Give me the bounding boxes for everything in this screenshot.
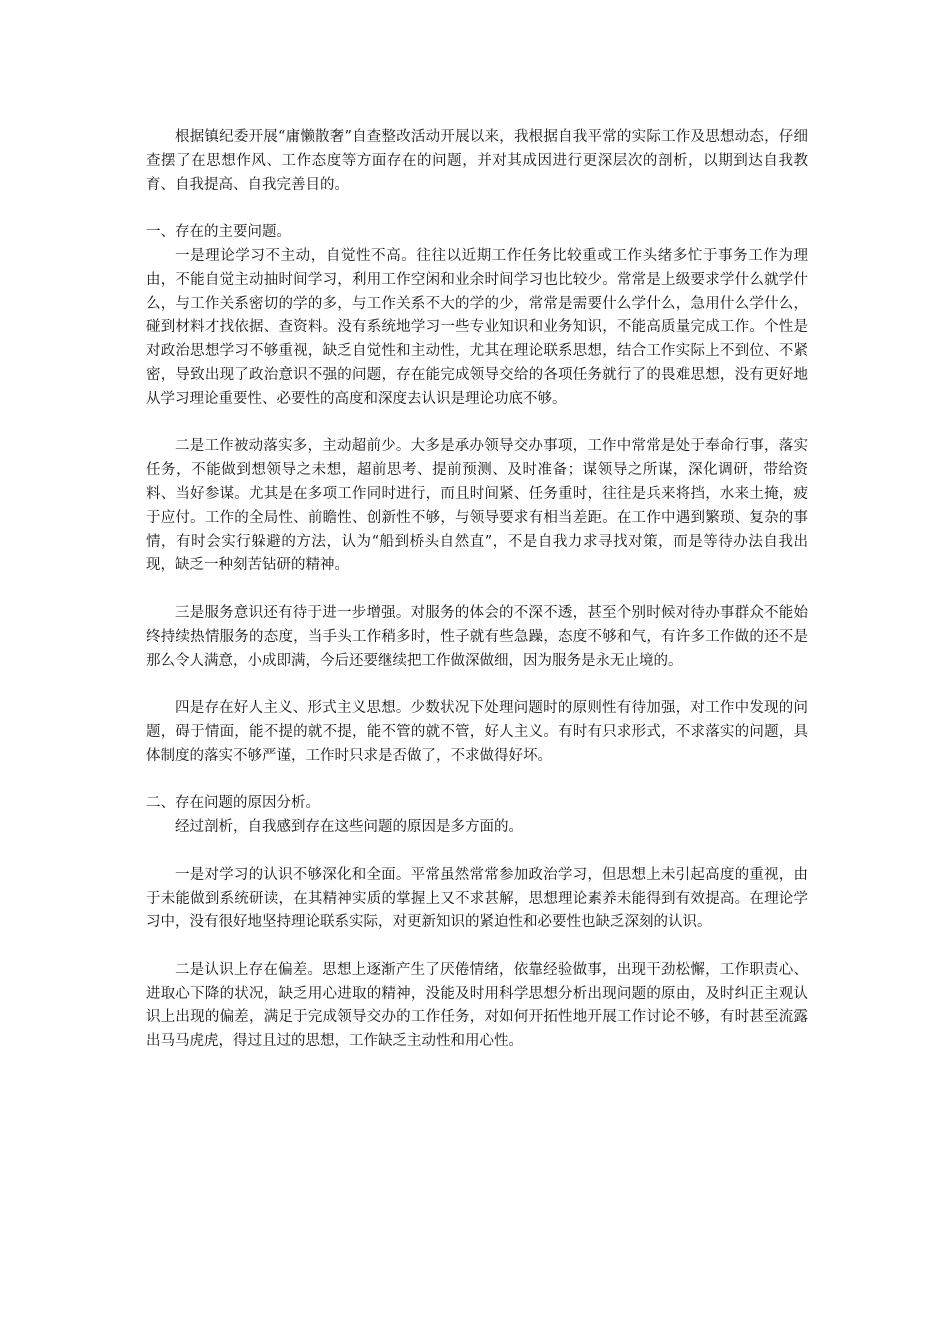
section1-paragraph-1: 一是理论学习不主动，自觉性不高。往往以近期工作任务比较重或工作头绪多忙于事务工作为理由，不能自觉主动抽时间学习，利用工作空闲和业余时间学习也比较少。常常是上级要求学什么就学什么，与工作关系密切的学的多，与工作关系不大的学的少，常常是需要什么学什么，急用什么学什么，碰到材料才找依据、查资料。没有系统地学习一些专业知识和业务知识，不能高质量完成工作。个性是对政治思想学习不够重视，缺乏自觉性和主动性，尤其在理论联系思想，结合工作实际上不到位、不紧密，导致出现了政治意识不强的问题，存在能完成领导交给的各项任务就行了的畏难思想，没有更好地从学习理论重要性、必要性的高度和深度去认识是理论功底不够。: [146, 247, 808, 407]
section1-paragraph-4: 四是存在好人主义、形式主义思想。少数状况下处理问题时的原则性有待加强，对工作中发现的问题，碍于情面，能不提的就不提，能不管的就不管，好人主义。有时有只求形式，不求落实的问题，具体制度的落实不够严谨，工作时只求是否做了，不求做得好坏。: [146, 700, 808, 764]
spacer: [146, 197, 808, 221]
section1-paragraph-3: 三是服务意识还有待于进一步增强。对服务的体会的不深不透，甚至个别时候对待办事群众不能始终持续热情服务的态度，当手头工作稍多时，性子就有些急躁，态度不够和气，有许多工作做的还不是那么令人满意，小成即满，今后还要继续把工作做深做细，因为服务是永无止境的。: [146, 604, 808, 669]
spacer: [146, 673, 808, 697]
section1-heading: 一、存在的主要问题。: [146, 224, 291, 241]
spacer: [146, 769, 808, 793]
spacer: [146, 412, 808, 436]
section2-paragraph-1: 一是对学习的认识不够深化和全面。平常虽然常常参加政治学习，但思想上未引起高度的重视，由于未能做到系统研读，在其精神实质的掌握上又不求甚解，思想理论素养未能得到有效提高。在理论学习中，没有很好地坚持理论联系实际，对更新知识的紧迫性和必要性也缺乏深刻的认识。: [146, 866, 808, 931]
section1-paragraph-2: 二是工作被动落实多，主动超前少。大多是承办领导交办事项，工作中常常是处于奉命行事，落实任务，不能做到想领导之未想，超前思考、提前预测、及时准备；谋领导之所谋，深化调研，带给资料、当好参谋。尤其是在多项工作同时进行，而且时间紧、任务重时，往往是兵来将挡，水来土掩，疲于应付。工作的全局性、前瞻性、创新性不够，与领导要求有相当差距。在工作中遇到繁琐、复杂的事情，有时会实行躲避的方法，认为“船到桥头自然直”，不是自我力求寻找对策，而是等待办法自我出现，缺乏一种刻苦钻研的精神。: [146, 438, 808, 574]
spacer: [146, 935, 808, 959]
intro-paragraph: 根据镇纪委开展“庸懒散奢”自查整改活动开展以来，我根据自我平常的实际工作及思想动态，仔细查摆了在思想作风、工作态度等方面存在的问题，并对其成因进行更深层次的剖析，以期到达自我教育、自我提高、自我完善目的。: [146, 129, 808, 193]
spacer: [146, 578, 808, 602]
section2-heading: 二、存在问题的原因分析。: [146, 795, 320, 812]
section2-paragraph-2: 二是认识上存在偏差。思想上逐渐产生了厌倦情绪，依靠经验做事，出现干劲松懈，工作职责心、进取心下降的状况，缺乏用心进取的精神，没能及时用科学思想分析出现问题的原由，及时纠正主观认识上出现的偏差，满足于完成领导交办的工作任务，对如何开拓性地开展工作讨论不够，有时甚至流露出马马虎虎，得过且过的思想，工作缺乏主动性和用心性。: [146, 961, 808, 1050]
spacer: [146, 840, 808, 864]
section2-lead-paragraph: 经过剖析，自我感到存在这些问题的原因是多方面的。: [175, 819, 523, 836]
document-body: [146, 126, 808, 1054]
